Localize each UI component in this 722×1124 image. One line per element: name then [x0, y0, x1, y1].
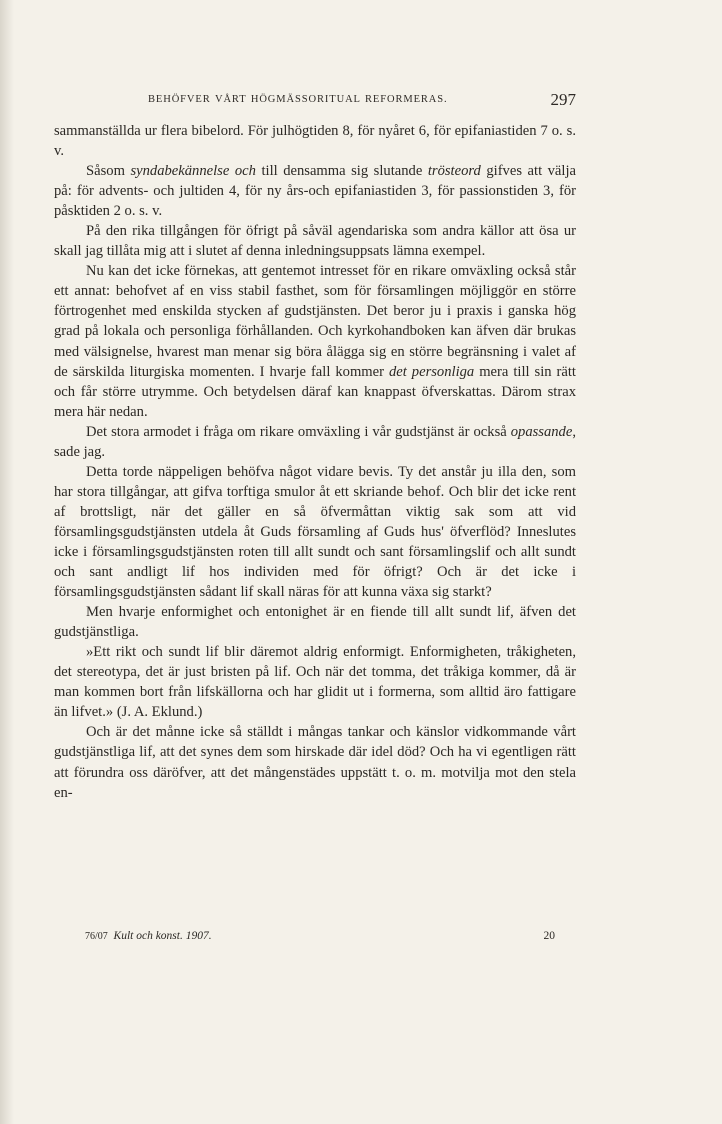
paragraph-2: Såsom syndabekännelse och till densamma sig slutande trösteord gifves att välja på: för advents- och jultiden 4, för ny års-och epifaniastiden 3, för passionstiden 3, för påsktiden 2 o. s. v. — [54, 163, 577, 220]
signature-code: 76/07 — [85, 931, 108, 942]
paragraph-7: Men hvarje enformighet och entonighet är en fiende till allt sundt lif, äfven det gudstjänstliga. — [54, 604, 576, 641]
emphasis-syndabekannelse: syndabekännelse och — [130, 163, 256, 180]
signature-text: Kult och konst. 1907. — [113, 930, 212, 942]
page-number: 297 — [550, 90, 576, 109]
page-gutter-shadow — [0, 0, 14, 1124]
sheet-number: 20 — [543, 930, 555, 942]
paragraph-8: »Ett rikt och sundt lif blir däremot aldrig enformigt. Enformigheten, tråkigheten, det stereotypa, det är just bristen på lif. Och när det tomma, det tråkiga kommer, då är man kommen bort från lifskällorna och har glidit ut i formerna, som alltid äro fattigare än lifvet.» (J. A. Eklund.) — [54, 644, 576, 721]
page-header — [54, 90, 576, 112]
paragraph-4: Nu kan det icke förnekas, att gentemot intresset för en rikare omväxling också står ett annat: behofvet af en viss stabil fasthet, som för församlingen möjliggör en större förtrogenhet med enskilda stycken af gudstjänsten. Det beror ju i praxis i ganska hög grad på lokala och personliga förhållanden. Och kyrkohandboken kan äfven där brukas med välsignelse, hvarest man menar sig böra ålägga sig en större begränsning i valet af de särskilda liturgiska momenten. I hvarje fall kommer det personliga mera till sin rätt och får större utrymme. Och betydelsen däraf kan knappast öfverskattas. Därom strax mera här nedan. — [54, 263, 576, 420]
emphasis-trosteord: trösteord — [427, 163, 481, 180]
emphasis-det-personliga: det personliga — [388, 363, 475, 380]
paragraph-5: Det stora armodet i fråga om rikare omväxling i vår gudstjänst är också opassande, sade jag. — [54, 423, 576, 460]
printer-signature — [85, 930, 212, 942]
page-footer — [85, 930, 555, 948]
running-title: BEHÖFVER VÅRT HÖGMÄSSORITUAL REFORMERAS. — [148, 94, 448, 105]
paragraph-9: Och är det månne icke så ställdt i mångas tankar och känslor vidkommande vårt gudstjänstliga lif, att det synes dem som hirskade där idel död? Och ha vi egentligen rätt att förundra oss däröfver, att det mångenstädes uppstätt t. o. m. motvilja mot den stela en- — [54, 724, 576, 801]
paragraph-3: På den rika tillgången för öfrigt på såväl agendariska som andra källor att ösa ur skall jag tillåta mig att i slutet af denna inledningsuppsats lämna exempel. — [54, 223, 576, 260]
paragraph-1: sammanställda ur flera bibelord. För julhögtiden 8, för nyåret 6, för epifaniastiden 7 o. s. v. — [54, 123, 576, 160]
emphasis-opassande: opassande — [510, 423, 573, 440]
body-text — [54, 121, 576, 803]
paragraph-6: Detta torde näppeligen behöfva något vidare bevis. Ty det anstår ju illa den, som har stora tillgångar, att gifva torftiga smulor åt ett skriande behof. Och blir det icke rent af brottsligt, när det gäller en så öfvermåttan viktig sak som att vid församlingsgudstjänsten utdela åt Guds församling af Guds hus' öfverflöd? Inneslutes icke i församlingsgudstjänsten roten till allt sundt och sant församlingslif och allt sundt och sant andligt lif hos individen med för öfrigt? Och är det icke i församlingsgudstjänsten sådant lif skall näras för att kunna växa sig starkt? — [54, 463, 576, 601]
